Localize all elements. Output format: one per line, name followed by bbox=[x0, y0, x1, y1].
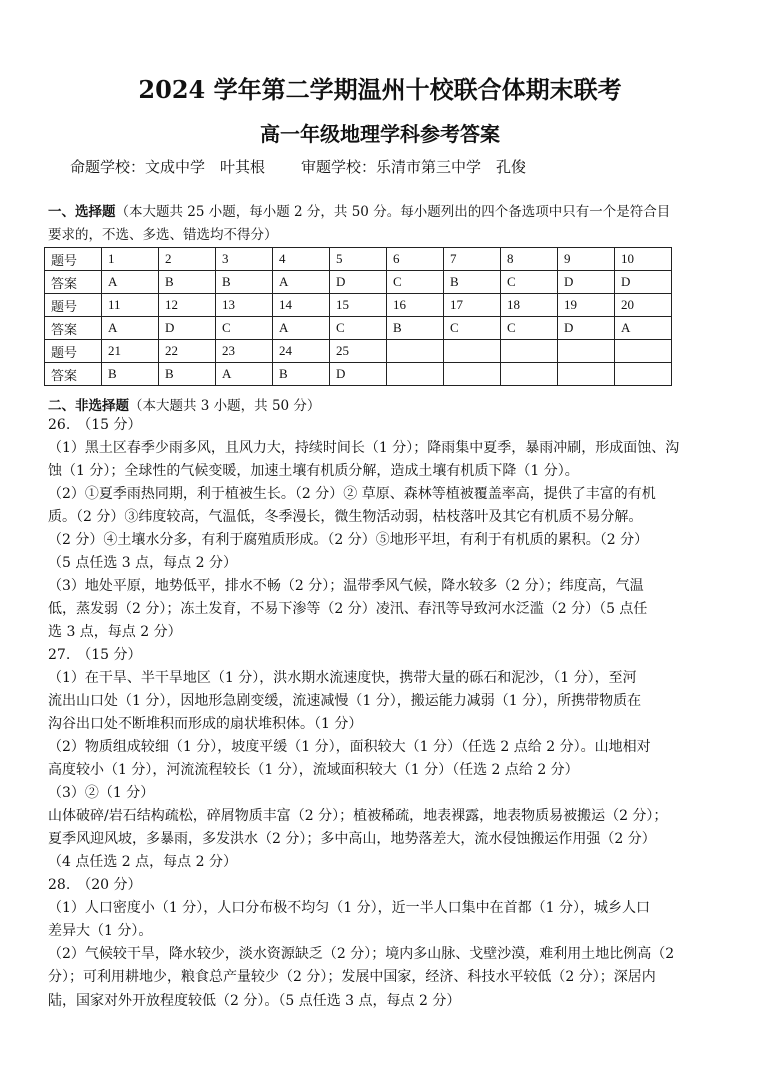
answer-text-line: 差异大（1 分）。 bbox=[48, 923, 153, 940]
question-number-cell bbox=[387, 340, 444, 363]
question-number-row bbox=[45, 294, 672, 317]
answer-text-line: 分）；可利用耕地少，粮食总产量较少（2 分）；发展中国家，经济、科技水平较低（2 分）；深居内 bbox=[48, 969, 656, 986]
answer-row bbox=[45, 271, 672, 294]
answer-cell bbox=[558, 363, 615, 386]
answer-text-line: （1）人口密度小（1 分），人口分布极不均匀（1 分），近一半人口集中在首都（1 分），城乡人口 bbox=[48, 900, 650, 917]
question-number-cell: 7 bbox=[444, 248, 501, 271]
answer-cell: B bbox=[273, 363, 330, 386]
question-number-cell: 15 bbox=[330, 294, 387, 317]
answer-cell: B bbox=[216, 271, 273, 294]
answer-cell: D bbox=[159, 317, 216, 340]
question-number-cell: 1 bbox=[102, 248, 159, 271]
answer-text-line: 28. （20 分） bbox=[48, 877, 142, 894]
answer-cell: B bbox=[159, 271, 216, 294]
row-label-answer: 答案 bbox=[45, 363, 102, 386]
question-number-cell: 4 bbox=[273, 248, 330, 271]
answer-cell: A bbox=[273, 317, 330, 340]
answer-cell: B bbox=[102, 363, 159, 386]
question-number-cell bbox=[615, 340, 672, 363]
answer-cell: C bbox=[501, 271, 558, 294]
question-number-cell: 18 bbox=[501, 294, 558, 317]
answer-text-line: 低，蒸发弱（2 分）；冻土发育，不易下渗等（2 分）凌汛、春汛等导致河水泛滥（2 分）（5 点任 bbox=[48, 601, 648, 618]
row-label-answer: 答案 bbox=[45, 271, 102, 294]
answer-text-line: 选 3 点，每点 2 分） bbox=[48, 624, 182, 641]
question-number-cell: 8 bbox=[501, 248, 558, 271]
document-title: 2024 学年第二学期温州十校联合体期末联考 bbox=[138, 75, 622, 104]
answer-cell: A bbox=[216, 363, 273, 386]
answer-text-line: 流出山口处（1 分），因地形急剧变缓，流速减慢（1 分），搬运能力减弱（1 分），所携带物质在 bbox=[48, 693, 642, 710]
question-number-cell: 19 bbox=[558, 294, 615, 317]
question-number-cell: 23 bbox=[216, 340, 273, 363]
reviewer-school: 审题学校：乐清市第三中学 孔俊 bbox=[301, 158, 527, 176]
question-number-row bbox=[45, 340, 672, 363]
answer-text-line: 夏季风迎风坡，多暴雨，多发洪水（2 分）；多中高山，地势落差大，流水侵蚀搬运作用强（2 分） bbox=[48, 831, 656, 848]
answer-text-line: （3）地处平原，地势低平，排水不畅（2 分）；温带季风气候，降水较多（2 分）；纬度高，气温 bbox=[48, 578, 644, 595]
proposer-school: 命题学校：文成中学 叶其根 bbox=[70, 158, 266, 176]
answer-cell bbox=[501, 363, 558, 386]
section1-intro bbox=[48, 201, 670, 224]
document-subtitle: 高一年级地理学科参考答案 bbox=[260, 122, 500, 146]
answer-cell: B bbox=[387, 317, 444, 340]
row-label-question: 题号 bbox=[45, 294, 102, 317]
authors-line bbox=[70, 156, 562, 177]
answer-cell: C bbox=[387, 271, 444, 294]
answer-row bbox=[45, 317, 672, 340]
question-number-cell: 16 bbox=[387, 294, 444, 317]
row-label-question: 题号 bbox=[45, 248, 102, 271]
row-label-answer: 答案 bbox=[45, 317, 102, 340]
answer-cell: C bbox=[444, 317, 501, 340]
answer-cell: D bbox=[330, 271, 387, 294]
question-number-cell: 12 bbox=[159, 294, 216, 317]
answer-text-line: （1）在干旱、半干旱地区（1 分），洪水期水流速度快，携带大量的砾石和泥沙，（1 分），至河 bbox=[48, 670, 637, 687]
answer-text-line: （2）气候较干旱，降水较少，淡水资源缺乏（2 分）；境内多山脉、戈壁沙漠，难利用土地比例高（2 bbox=[48, 946, 675, 963]
answer-text-line: 27. （15 分） bbox=[48, 647, 142, 664]
question-number-cell: 11 bbox=[102, 294, 159, 317]
answer-text-line: （5 点任选 3 点，每点 2 分） bbox=[48, 555, 237, 572]
answer-text-line: （2 分）④土壤水分多，有利于腐殖质形成。（2 分）⑤地形平坦，有利于有机质的累积。（2 分） bbox=[48, 532, 649, 549]
answer-cell: A bbox=[615, 317, 672, 340]
section1-desc-cont: 要求的，不选、多选、错选均不得分） bbox=[48, 227, 278, 243]
section1-desc-1: （本大题共 25 小题，每小题 2 分，共 50 分。每小题列出的四个备选项中只有一个是符合目 bbox=[115, 204, 671, 220]
question-number-cell: 3 bbox=[216, 248, 273, 271]
answer-cell: D bbox=[330, 363, 387, 386]
question-number-row bbox=[45, 248, 672, 271]
answer-cell bbox=[615, 363, 672, 386]
answer-cell: D bbox=[615, 271, 672, 294]
question-number-cell: 2 bbox=[159, 248, 216, 271]
answer-text-line: 山体破碎/岩石结构疏松，碎屑物质丰富（2 分）；植被稀疏，地表裸露，地表物质易被搬运（2 分）； bbox=[48, 808, 668, 825]
section2-desc: （本大题共 3 小题，共 50 分） bbox=[129, 398, 321, 414]
answer-text-line: 高度较小（1 分），河流流程较长（1 分），流域面积较大（1 分）（任选 2 点给 2 分） bbox=[48, 762, 579, 779]
answer-text-line: 沟谷出口处不断堆积而形成的扇状堆积体。（1 分） bbox=[48, 716, 363, 733]
answer-cell: B bbox=[159, 363, 216, 386]
answer-text-line: （4 点任选 2 点，每点 2 分） bbox=[48, 854, 237, 871]
question-number-cell bbox=[558, 340, 615, 363]
question-number-cell: 6 bbox=[387, 248, 444, 271]
answer-text-line: （1）黑土区春季少雨多风，且风力大，持续时间长（1 分）；降雨集中夏季，暴雨冲刷，形成面蚀、沟 bbox=[48, 440, 680, 457]
answer-cell: A bbox=[102, 317, 159, 340]
answer-cell: B bbox=[444, 271, 501, 294]
answer-cell: A bbox=[273, 271, 330, 294]
answer-text-line: （3）②（1 分） bbox=[48, 785, 155, 802]
answer-text-line: 蚀（1 分）；全球性的气候变暖，加速土壤有机质分解，造成土壤有机质下降（1 分）。 bbox=[48, 463, 579, 480]
question-number-cell: 10 bbox=[615, 248, 672, 271]
question-number-cell: 21 bbox=[102, 340, 159, 363]
question-number-cell: 24 bbox=[273, 340, 330, 363]
answer-cell bbox=[387, 363, 444, 386]
answer-text-line: （2）物质组成较细（1 分），坡度平缓（1 分），面积较大（1 分）（任选 2 点给 2 分）。山地相对 bbox=[48, 739, 651, 756]
question-number-cell: 5 bbox=[330, 248, 387, 271]
question-number-cell: 14 bbox=[273, 294, 330, 317]
answer-text-line: 26. （15 分） bbox=[48, 417, 142, 433]
question-number-cell: 20 bbox=[615, 294, 672, 317]
section1-heading: 一、选择题 bbox=[48, 204, 116, 220]
answer-text-line: 质。（2 分）③纬度较高，气温低，冬季漫长，微生物活动弱，枯枝落叶及其它有机质不易分解。 bbox=[48, 509, 643, 526]
answer-row bbox=[45, 363, 672, 386]
answer-cell: D bbox=[558, 317, 615, 340]
answer-text-line: 陆，国家对外开放程度较低（2 分）。（5 点任选 3 点，每点 2 分） bbox=[48, 992, 461, 1009]
answer-cell: C bbox=[330, 317, 387, 340]
answer-cell: C bbox=[501, 317, 558, 340]
question-number-cell: 25 bbox=[330, 340, 387, 363]
question-number-cell bbox=[444, 340, 501, 363]
question-number-cell: 22 bbox=[159, 340, 216, 363]
section2-heading: 二、非选择题 bbox=[48, 398, 129, 414]
answer-cell bbox=[444, 363, 501, 386]
question-number-cell: 13 bbox=[216, 294, 273, 317]
answer-cell: D bbox=[558, 271, 615, 294]
answer-cell: C bbox=[216, 317, 273, 340]
question-number-cell: 17 bbox=[444, 294, 501, 317]
row-label-question: 题号 bbox=[45, 340, 102, 363]
answer-cell: A bbox=[102, 271, 159, 294]
question-number-cell: 9 bbox=[558, 248, 615, 271]
answer-text-line: （2）①夏季雨热同期，利于植被生长。（2 分）② 草原、森林等植被覆盖率高，提供了丰富的有机 bbox=[48, 486, 656, 503]
question-number-cell bbox=[501, 340, 558, 363]
answer-table bbox=[44, 247, 672, 386]
